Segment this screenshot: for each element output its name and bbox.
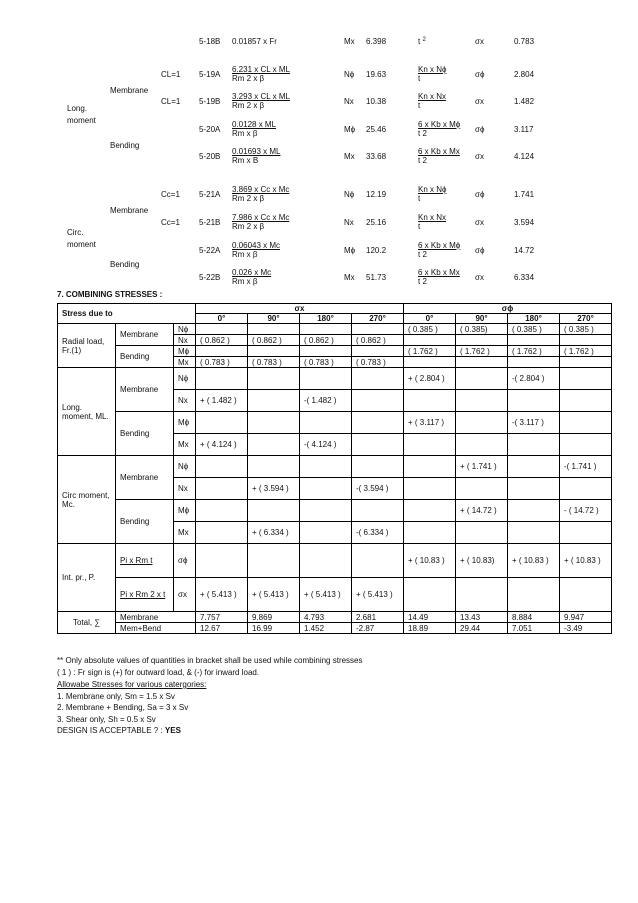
cell: -( 1.741 ) (560, 456, 612, 478)
note-shear-only: 3. Shear only, Sh = 0.5 x Sv (57, 715, 156, 724)
cell (560, 390, 612, 412)
cell (196, 346, 248, 357)
stress-value: 2.804 (514, 70, 535, 79)
eq-symbol: Mx (344, 152, 355, 161)
stress-symbol: σx (475, 37, 484, 46)
bending-label: Bending (116, 500, 174, 544)
sigma-phi-label: σϕ (174, 544, 196, 578)
n-phi-label: Nϕ (174, 368, 196, 390)
cell (508, 390, 560, 412)
cell (248, 500, 300, 522)
total-label: Total, ∑ (58, 612, 116, 634)
cell: + ( 5.413 ) (196, 578, 248, 612)
total-cell: -2.87 (352, 623, 404, 634)
membrane-label: Membrane (116, 368, 174, 412)
eq-formula: $\frac{\text{3.293 x CL x ML}}{\text{Rm 2 x β}}$ (232, 92, 290, 110)
cell: -( 2.804 ) (508, 368, 560, 390)
cell (300, 346, 352, 357)
total-cell: 1.452 (300, 623, 352, 634)
eq-symbol: Mϕ (344, 246, 356, 255)
pi-rm-t-formula: Pi x Rm t (116, 544, 174, 578)
cell (196, 522, 248, 544)
cell (560, 434, 612, 456)
eq-value: 10.38 (366, 97, 387, 106)
stress-symbol: σx (475, 218, 484, 227)
sigma-x-label: σx (174, 578, 196, 612)
angle-header: 0° (404, 314, 456, 324)
cell: + ( 5.413 ) (300, 578, 352, 612)
m-phi-label: Mϕ (174, 346, 196, 357)
cell (196, 412, 248, 434)
eq-symbol: Mx (344, 37, 355, 46)
m-phi-label: Mϕ (174, 500, 196, 522)
total-cell: 14.49 (404, 612, 456, 623)
stress-formula: $\frac{\text{6 x Kb x Mx}}{t 2}$ (418, 147, 460, 165)
eq-symbol: Nx (344, 97, 354, 106)
eq-formula: 0.01857 x Fr (232, 37, 277, 46)
design-acceptable-value: YES (164, 726, 181, 735)
n-phi-label: Nϕ (174, 324, 196, 335)
cell (352, 390, 404, 412)
cell (560, 578, 612, 612)
note-absolute-values: ** Only absolute values of quantities in bracket shall be used while combining stresses (57, 656, 363, 665)
stress-formula: $\frac{\text{6 x Kb x Mϕ}}{t 2}$ (418, 120, 461, 138)
cell (196, 368, 248, 390)
cell (456, 412, 508, 434)
cell (560, 412, 612, 434)
eq-formula: $\frac{\text{0.01693 x ML}}{\text{Rm x B}}$ (232, 147, 281, 165)
bending-label: Bending (116, 412, 174, 456)
cell (352, 324, 404, 335)
total-cell: 9.869 (248, 612, 300, 623)
eq-value: 25.46 (366, 125, 387, 134)
eq-value: 120.2 (366, 246, 387, 255)
sigma-x-header: σx (196, 304, 404, 314)
cell (456, 357, 508, 368)
stress-symbol: σx (475, 97, 484, 106)
long-moment-label-1: Long. (67, 104, 88, 113)
eq-number: 5-22B (199, 273, 221, 282)
m-phi-label: Mϕ (174, 412, 196, 434)
total-cell: 7.757 (196, 612, 248, 623)
cell (456, 478, 508, 500)
cell (456, 390, 508, 412)
cell (456, 522, 508, 544)
eq-number: 5-22A (199, 246, 221, 255)
cell: ( 0.783 ) (248, 357, 300, 368)
angle-header: 180° (300, 314, 352, 324)
cell: + ( 10.83 ) (508, 544, 560, 578)
cell: -( 6.334 ) (352, 522, 404, 544)
cell: ( 0.783 ) (196, 357, 248, 368)
eq-number: 5-20B (199, 152, 221, 161)
stress-formula: $\frac{\text{6 x Kb x Mx}}{t 2}$ (418, 268, 460, 286)
cell: - ( 14.72 ) (560, 500, 612, 522)
cell (456, 368, 508, 390)
cell: + ( 3.117 ) (404, 412, 456, 434)
note-membrane-only: 1. Membrane only, Sm = 1.5 x Sv (57, 692, 175, 701)
eq-symbol: Mϕ (344, 125, 356, 134)
stress-symbol: σx (475, 273, 484, 282)
cell (352, 544, 404, 578)
stress-formula: t $^2$ (418, 37, 426, 46)
stress-value: 3.117 (514, 125, 534, 134)
cell (352, 368, 404, 390)
cell: ( 0.783 ) (352, 357, 404, 368)
cell: + ( 6.334 ) (248, 522, 300, 544)
cell: ( 1.762 ) (508, 346, 560, 357)
eq-symbol: Nϕ (344, 70, 355, 79)
eq-formula: $\frac{\text{0.0128 x ML}}{\text{Rm x β}}$ (232, 120, 277, 138)
n-x-label: Nx (174, 335, 196, 346)
cell: ( 0.862 ) (248, 335, 300, 346)
cell: + ( 4.124 ) (196, 434, 248, 456)
cell: + ( 14.72 ) (456, 500, 508, 522)
cell (300, 368, 352, 390)
circ-moment-label-2: moment (67, 240, 96, 249)
cell (404, 335, 456, 346)
stress-value: 3.594 (514, 218, 535, 227)
eq-number: 5-19A (199, 70, 221, 79)
stress-value: 14.72 (514, 246, 535, 255)
cell (300, 324, 352, 335)
cell: ( 0.862 ) (300, 335, 352, 346)
cell (560, 368, 612, 390)
cell (248, 324, 300, 335)
cell (196, 500, 248, 522)
section-title: 7. COMBINING STRESSES : (57, 290, 163, 299)
cell (248, 390, 300, 412)
note-membrane-bending: 2. Membrane + Bending, Sa = 3 x Sv (57, 703, 189, 712)
total-membrane-label: Membrane (116, 612, 196, 623)
stress-value: 1.482 (514, 97, 535, 106)
stress-formula: $\frac{\text{Kn x Nϕ}}{t}$ (418, 65, 447, 83)
pi-rm-2t-formula: Pi x Rm 2 x t (116, 578, 174, 612)
stress-value: 4.124 (514, 152, 535, 161)
note-fr-sign: ( 1 ) : Fr sign is (+) for outward load, & (-) for inward load. (57, 668, 260, 677)
eq-number: 5-18B (199, 37, 221, 46)
cell: ( 0.385 ) (560, 324, 612, 335)
eq-value: 19.63 (366, 70, 387, 79)
cell: + ( 1.741 ) (456, 456, 508, 478)
cell (456, 434, 508, 456)
design-acceptable-line (57, 726, 181, 736)
cell (248, 544, 300, 578)
total-cell: 8.884 (508, 612, 560, 623)
cell (352, 434, 404, 456)
stress-formula: $\frac{\text{Kn x Nx}}{t}$ (418, 92, 447, 110)
cell (196, 324, 248, 335)
cell (508, 500, 560, 522)
cell (560, 522, 612, 544)
cell: -( 3.594 ) (352, 478, 404, 500)
total-cell: 18.89 (404, 623, 456, 634)
cell (508, 456, 560, 478)
total-cell: 7.051 (508, 623, 560, 634)
eq-value: 51.73 (366, 273, 387, 282)
cl-label-2: CL=1 (161, 97, 181, 106)
cell (404, 478, 456, 500)
total-cell: 4.793 (300, 612, 352, 623)
angle-header: 270° (352, 314, 404, 324)
eq-number: 5-21A (199, 190, 221, 199)
design-acceptable-label: DESIGN IS ACCEPTABLE ? : (57, 726, 165, 735)
cell: ( 1.762 ) (404, 346, 456, 357)
cell (508, 578, 560, 612)
stress-symbol: σx (475, 152, 484, 161)
cell (352, 456, 404, 478)
cell: + ( 5.413 ) (248, 578, 300, 612)
sigma-phi-header: σϕ (404, 304, 612, 314)
cell (404, 522, 456, 544)
circ-membrane-label: Membrane (110, 206, 149, 215)
eq-formula: $\frac{\text{3.869 x Cc x Mc}}{\text{Rm 2 x β}}$ (232, 185, 290, 203)
cell: + ( 2.804 ) (404, 368, 456, 390)
cell (248, 346, 300, 357)
cell: -( 4.124 ) (300, 434, 352, 456)
eq-formula: $\frac{\text{6.231 x CL x ML}}{\text{Rm 2 x β}}$ (232, 65, 290, 83)
cell (248, 456, 300, 478)
angle-header: 90° (456, 314, 508, 324)
cell (404, 578, 456, 612)
cell (456, 335, 508, 346)
cc-label-2: Cc=1 (161, 218, 180, 227)
stress-value: 6.334 (514, 273, 535, 282)
cell (456, 578, 508, 612)
cc-label-1: Cc=1 (161, 190, 180, 199)
cell (404, 456, 456, 478)
stress-symbol: σϕ (475, 125, 485, 134)
cell: ( 0.385 ) (404, 324, 456, 335)
cell: ( 0.783 ) (300, 357, 352, 368)
cell (196, 456, 248, 478)
total-cell: 16.99 (248, 623, 300, 634)
cell (560, 478, 612, 500)
angle-header: 0° (196, 314, 248, 324)
cell (560, 357, 612, 368)
long-membrane-label: Membrane (110, 86, 149, 95)
cell: + ( 10.83 ) (404, 544, 456, 578)
total-cell: 13.43 (456, 612, 508, 623)
n-phi-label: Nϕ (174, 456, 196, 478)
cell: -( 3.117 ) (508, 412, 560, 434)
circ-bending-label: Bending (110, 260, 140, 269)
angle-header: 180° (508, 314, 560, 324)
cell (508, 357, 560, 368)
stress-value: 0.783 (514, 37, 535, 46)
total-cell: 29.44 (456, 623, 508, 634)
n-x-label: Nx (174, 478, 196, 500)
internal-pressure-label: Int. pr., P. (58, 544, 116, 612)
eq-symbol: Nϕ (344, 190, 355, 199)
cell (300, 544, 352, 578)
m-x-label: Mx (174, 522, 196, 544)
m-x-label: Mx (174, 434, 196, 456)
cell: ( 0.862 ) (196, 335, 248, 346)
eq-formula: $\frac{\text{0.06043 x Mc}}{\text{Rm x β}}$ (232, 241, 281, 259)
membrane-label: Membrane (116, 324, 174, 346)
eq-value: 12.19 (366, 190, 387, 199)
cell: ( 0.385) (456, 324, 508, 335)
long-moment-label: Long. moment, ML. (58, 368, 116, 456)
total-cell: -3.49 (560, 623, 612, 634)
eq-formula: $\frac{\text{7.986 x Cc x Mc}}{\text{Rm 2 x β}}$ (232, 213, 290, 231)
note-allowable-heading: Allowabe Stresses for various catergories: (57, 680, 207, 689)
cell: -( 1.482 ) (300, 390, 352, 412)
cell: + ( 1.482 ) (196, 390, 248, 412)
cell (508, 478, 560, 500)
eq-formula: $\frac{\text{0.026 x Mc}}{\text{Rm x β}}$ (232, 268, 272, 286)
stress-symbol: σϕ (475, 190, 485, 199)
cell (508, 335, 560, 346)
eq-value: 6.398 (366, 37, 387, 46)
stress-due-to-header: Stress due to (58, 304, 196, 324)
m-x-label: Mx (174, 357, 196, 368)
total-membend-label: Mem+Bend (116, 623, 196, 634)
cl-label-1: CL=1 (161, 70, 181, 79)
eq-value: 25.16 (366, 218, 387, 227)
cell (352, 500, 404, 522)
stress-value: 1.741 (514, 190, 535, 199)
cell: ( 0.862 ) (352, 335, 404, 346)
eq-symbol: Mx (344, 273, 355, 282)
cell (300, 500, 352, 522)
cell (196, 478, 248, 500)
cell (404, 434, 456, 456)
cell (300, 456, 352, 478)
eq-number: 5-21B (199, 218, 221, 227)
cell (300, 478, 352, 500)
cell (404, 390, 456, 412)
circ-moment-label-1: Circ. (67, 228, 84, 237)
cell (508, 522, 560, 544)
cell (352, 346, 404, 357)
combining-stresses-table (57, 303, 612, 634)
bending-label: Bending (116, 346, 174, 368)
cell (352, 412, 404, 434)
eq-value: 33.68 (366, 152, 387, 161)
stress-formula: $\frac{\text{6 x Kb x Mϕ}}{t 2}$ (418, 241, 461, 259)
cell: ( 1.762 ) (560, 346, 612, 357)
eq-symbol: Nx (344, 218, 354, 227)
stress-formula: $\frac{\text{Kn x Nϕ}}{t}$ (418, 185, 447, 203)
cell: + ( 10.83 ) (560, 544, 612, 578)
stress-formula: $\frac{\text{Kn x Nx}}{t}$ (418, 213, 447, 231)
cell: ( 1.762 ) (456, 346, 508, 357)
cell (300, 522, 352, 544)
cell (300, 412, 352, 434)
long-bending-label: Bending (110, 141, 140, 150)
circ-moment-label: Circ moment, Mc. (58, 456, 116, 544)
stress-symbol: σϕ (475, 246, 485, 255)
cell (196, 544, 248, 578)
cell (508, 434, 560, 456)
angle-header: 270° (560, 314, 612, 324)
cell (248, 412, 300, 434)
n-x-label: Nx (174, 390, 196, 412)
long-moment-label-2: moment (67, 116, 96, 125)
stress-symbol: σϕ (475, 70, 485, 79)
total-cell: 2.681 (352, 612, 404, 623)
cell (248, 368, 300, 390)
cell (560, 335, 612, 346)
total-cell: 9.947 (560, 612, 612, 623)
radial-load-label: Radial load, Fr.(1) (58, 324, 116, 368)
eq-number: 5-20A (199, 125, 221, 134)
cell: + ( 10.83) (456, 544, 508, 578)
membrane-label: Membrane (116, 456, 174, 500)
cell (404, 357, 456, 368)
angle-header: 90° (248, 314, 300, 324)
cell: + ( 5.413 ) (352, 578, 404, 612)
cell: ( 0.385 ) (508, 324, 560, 335)
cell: + ( 3.594 ) (248, 478, 300, 500)
cell (404, 500, 456, 522)
cell (248, 434, 300, 456)
eq-number: 5-19B (199, 97, 221, 106)
total-cell: 12.67 (196, 623, 248, 634)
